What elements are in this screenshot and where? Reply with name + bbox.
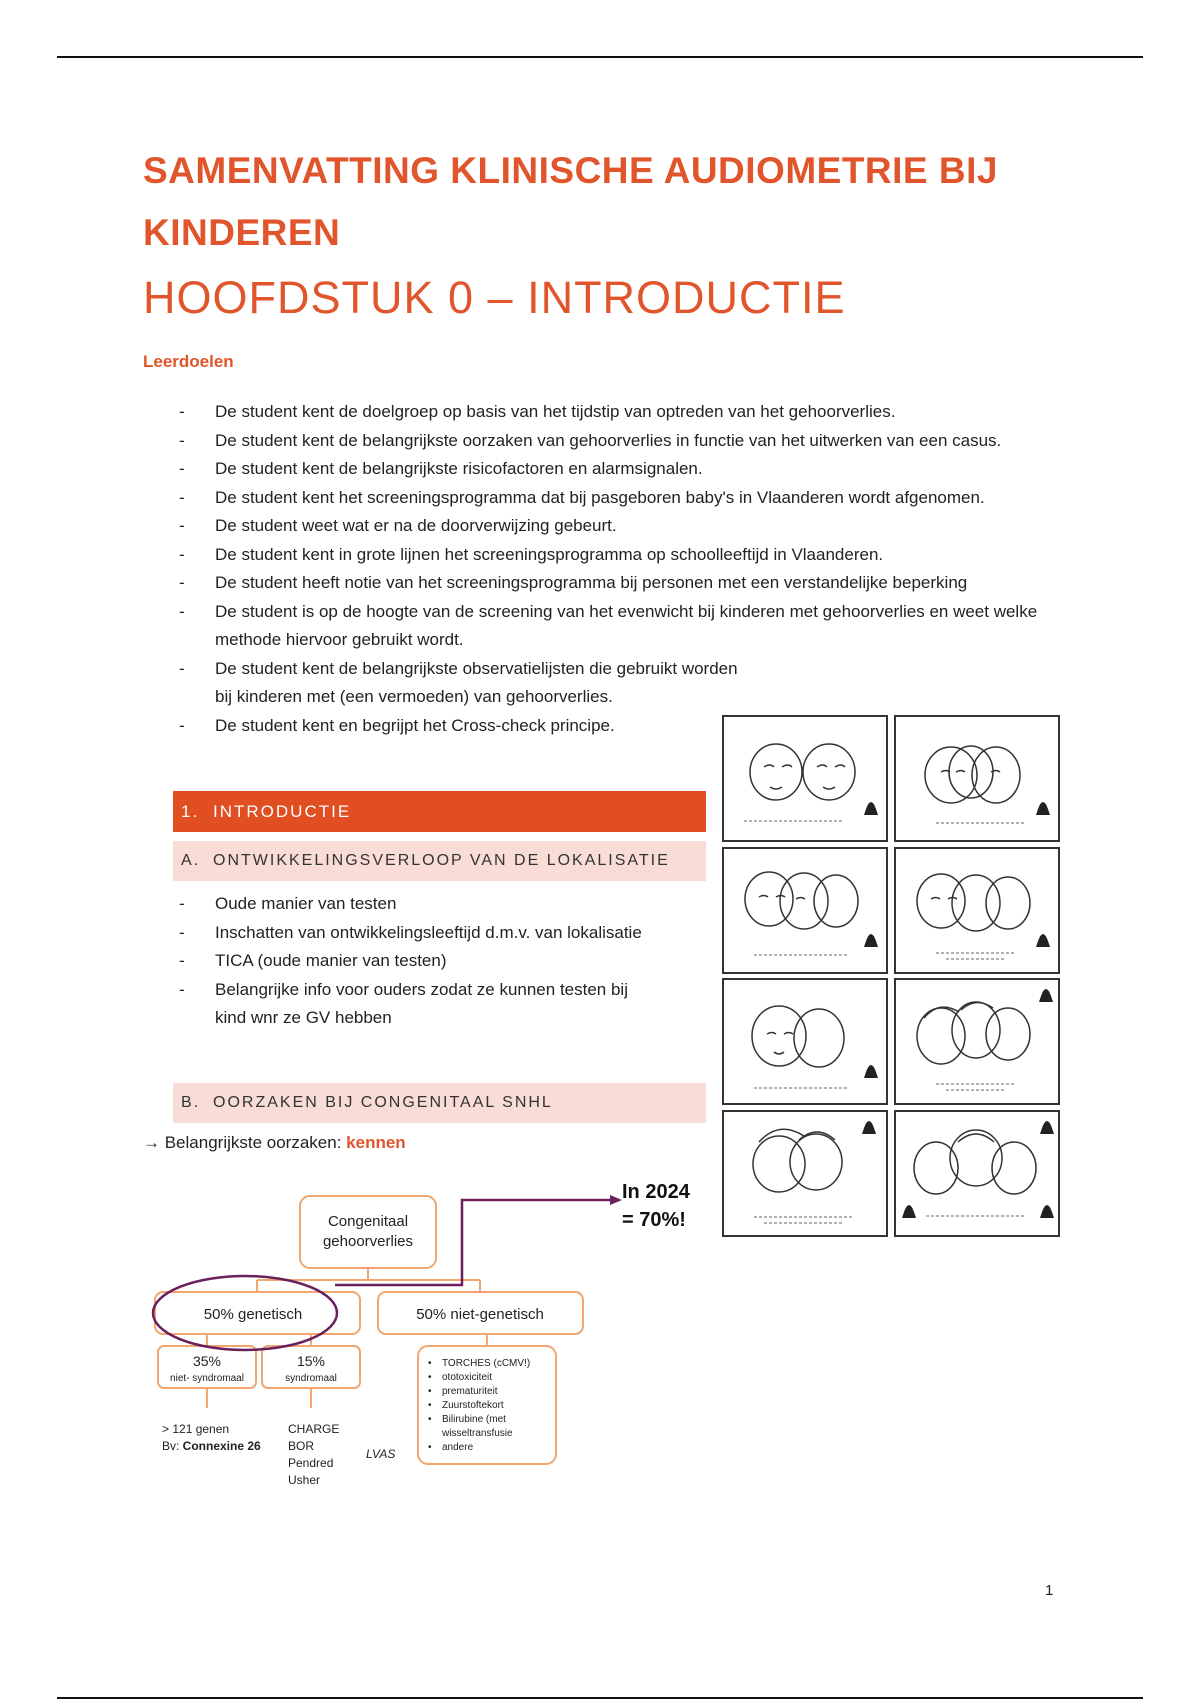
baby-heads-illustration [724, 849, 886, 972]
learning-goal-item: - De student heeft notie van het screeningsprogramma bij personen met een verstandelijke beperking [179, 569, 1069, 598]
syndrome-name: Usher [288, 1473, 321, 1487]
genes-example [162, 1439, 261, 1453]
nongenetic-item: Zuurstoftekort [442, 1400, 504, 1411]
bullet: • [428, 1414, 432, 1425]
example-gene: Connexine 26 [182, 1439, 261, 1453]
bell-icon [902, 1205, 916, 1218]
bullet: • [428, 1358, 432, 1369]
root-label-2: gehoorverlies [322, 1233, 414, 1250]
subsection-heading-oorzaken [173, 1083, 706, 1123]
lokalisatie-item: - Inschatten van ontwikkelingsleeftijd d.m.v. van lokalisatie [179, 919, 699, 948]
document-title-line2: KINDEREN [143, 212, 341, 253]
nongenetic-item: andere [442, 1442, 474, 1453]
baby-heads-illustration [724, 1112, 886, 1235]
syndrome-name: CHARGE [288, 1422, 340, 1436]
syndrome-name: BOR [288, 1439, 315, 1453]
baby-heads-illustration [896, 717, 1058, 840]
lokalisatie-item: - Oude manier van testen [179, 890, 699, 919]
baby-heads-illustration [724, 980, 886, 1103]
baby-heads-illustration [896, 980, 1058, 1103]
baby-heads-illustration [896, 849, 1058, 972]
illustration-panel [722, 715, 888, 842]
document-title-line1: SAMENVATTING KLINISCHE AUDIOMETRIE BIJ [143, 150, 998, 191]
bell-icon [864, 802, 878, 815]
illustration-panel [722, 847, 888, 974]
illustration-panel [722, 978, 888, 1105]
lokalisatie-list [179, 890, 699, 1033]
learning-goal-item: - De student kent de belangrijkste observatielijsten die gebruikt worden bij kinderen met (een vermoeden) van gehoorverlies. [179, 655, 755, 712]
syndromal-label: syndromaal [285, 1373, 337, 1384]
illustration-panel [894, 1110, 1060, 1237]
illustration-panel [722, 1110, 888, 1237]
nonsyndromal-label: niet- syndromaal [170, 1373, 244, 1384]
syndromal-pct: 15% [296, 1353, 326, 1369]
baby-heads-illustration [724, 717, 886, 840]
stamp-line2: = 70%! [622, 1209, 686, 1231]
subsection-label: ONTWIKKELINGSVERLOOP VAN DE LOKALISATIE [213, 852, 670, 869]
genes-count: > 121 genen [162, 1422, 230, 1436]
causes-line [143, 1133, 406, 1153]
bullet: • [428, 1372, 432, 1383]
root-box [300, 1196, 436, 1268]
causes-diagram [150, 1180, 720, 1500]
section-heading-introductie [173, 791, 706, 832]
learning-goal-item: - De student weet wat er na de doorverwijzing gebeurt. [179, 512, 1069, 541]
learning-goal-item: - De student kent de belangrijkste oorzaken van gehoorverlies in functie van het uitwerken van een casus. [179, 427, 1069, 456]
subsection-label: OORZAKEN BIJ CONGENITAAL SNHL [213, 1094, 553, 1111]
bell-icon [1040, 1205, 1054, 1218]
nonsyndromal-pct: 35% [192, 1353, 222, 1369]
bottom-rule [57, 1697, 1143, 1699]
bell-icon [864, 1065, 878, 1078]
page-number: 1 [1045, 1582, 1054, 1599]
root-label-1: Congenitaal [327, 1213, 409, 1230]
stamp-line1: In 2024 [622, 1181, 690, 1203]
learning-goal-item: - De student kent in grote lijnen het screeningsprogramma op schoolleeftijd in Vlaanderen. [179, 541, 1069, 570]
learning-goal-item: - De student kent de doelgroep op basis van het tijdstip van optreden van het gehoorverlies. [179, 398, 1069, 427]
bell-icon [1036, 802, 1050, 815]
subsection-letter: B. [181, 1094, 201, 1111]
lvas-label: LVAS [366, 1447, 396, 1461]
causes-emphasis: kennen [346, 1133, 406, 1152]
learning-goal-item: - De student kent en begrijpt het Cross-check principe. [179, 712, 755, 741]
example-prefix: Bv: [162, 1439, 183, 1453]
nongenetic-item: TORCHES (cCMV!) [442, 1358, 531, 1369]
nongenetic-item: ototoxiciteit [442, 1372, 493, 1383]
nongenetic-label: 50% niet-genetisch [416, 1306, 544, 1323]
bell-icon [864, 934, 878, 947]
bell-icon [1036, 934, 1050, 947]
lokalisatie-item: - Belangrijke info voor ouders zodat ze kunnen testen bij kind wnr ze GV hebben [179, 976, 655, 1033]
top-rule [57, 56, 1143, 58]
chapter-heading: HOOFDSTUK 0 – INTRODUCTIE [143, 272, 846, 323]
illustration-panel [894, 715, 1060, 842]
illustration-panel [894, 847, 1060, 974]
subsection-heading-lokalisatie [173, 841, 706, 881]
genetic-label: 50% genetisch [203, 1306, 303, 1323]
bell-icon [1039, 989, 1053, 1002]
subsection-letter: A. [181, 852, 201, 869]
bullet: • [428, 1400, 432, 1411]
syndrome-name: Pendred [288, 1456, 334, 1470]
bullet: • [428, 1442, 432, 1453]
lokalisatie-item: - TICA (oude manier van testen) [179, 947, 699, 976]
bell-icon [862, 1121, 876, 1134]
section-label: INTRODUCTIE [213, 801, 352, 821]
localisation-illustration [722, 715, 1062, 1238]
learning-goal-item: - De student kent de belangrijkste risicofactoren en alarmsignalen. [179, 455, 1069, 484]
learning-goals-list [179, 398, 1069, 740]
section-number: 1. [181, 801, 200, 821]
bullet: • [428, 1386, 432, 1397]
learning-goals-heading: Leerdoelen [143, 352, 234, 371]
illustration-panel [894, 978, 1060, 1105]
baby-heads-illustration [896, 1112, 1058, 1235]
learning-goal-item: - De student kent het screeningsprogramma dat bij pasgeboren baby's in Vlaanderen wordt afgenomen. [179, 484, 1069, 513]
learning-goal-item: - De student is op de hoogte van de screening van het evenwicht bij kinderen met gehoorverlies en weet welke methode hiervoor gebruikt wordt. [179, 598, 1069, 655]
document-title [143, 140, 1043, 264]
nongenetic-item: wisseltransfusie [442, 1428, 513, 1439]
nongenetic-item: Bilirubine (met [442, 1414, 506, 1425]
causes-prefix: → Belangrijkste oorzaken: [143, 1133, 347, 1152]
nongenetic-item: prematuriteit [442, 1386, 498, 1397]
bell-icon [1040, 1121, 1054, 1134]
